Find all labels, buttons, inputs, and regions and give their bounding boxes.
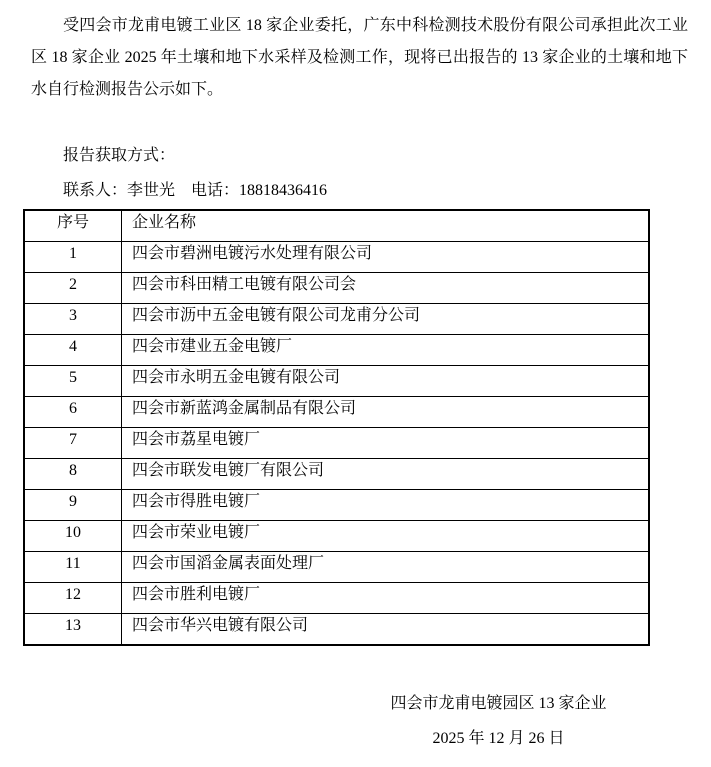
table-row <box>24 552 649 583</box>
cell-company: 四会市联发电镀厂有限公司 <box>122 459 650 490</box>
table-row <box>24 521 649 552</box>
table-row <box>24 397 649 428</box>
company-table-body <box>24 242 649 646</box>
cell-company: 四会市荣业电镀厂 <box>122 521 650 552</box>
cell-company: 四会市得胜电镀厂 <box>122 490 650 521</box>
table-row <box>24 428 649 459</box>
footer-date: 2025 年 12 月 26 日 <box>432 730 565 747</box>
cell-company: 四会市建业五金电镀厂 <box>122 335 650 366</box>
cell-serial: 11 <box>24 552 122 583</box>
table-row <box>24 459 649 490</box>
cell-company: 四会市永明五金电镀有限公司 <box>122 366 650 397</box>
table-row <box>24 273 649 304</box>
cell-company: 四会市碧洲电镀污水处理有限公司 <box>122 242 650 273</box>
table-row <box>24 366 649 397</box>
company-table-header <box>24 210 649 242</box>
table-row <box>24 583 649 614</box>
cell-company: 四会市国滔金属表面处理厂 <box>122 552 650 583</box>
cell-company: 四会市沥中五金电镀有限公司龙甫分公司 <box>122 304 650 335</box>
cell-company: 四会市荔星电镀厂 <box>122 428 650 459</box>
report-access-label: 报告获取方式： <box>63 147 176 164</box>
cell-serial: 3 <box>24 304 122 335</box>
contact-line: 联系人：李世光 电话：18818436416 <box>63 182 328 199</box>
intro-paragraph: 受四会市龙甫电镀工业区 18 家企业委托，广东中科检测技术股份有限公司承担此次工业区 18 家企业 2025 年土壤和地下水采样及检测工作，现将已出报告的 13 家企业的土壤和地下水自行检测报告公示如下。 <box>31 17 688 98</box>
table-row <box>24 490 649 521</box>
cell-company: 四会市胜利电镀厂 <box>122 583 650 614</box>
cell-serial: 6 <box>24 397 122 428</box>
cell-serial: 1 <box>24 242 122 273</box>
footer-signature: 四会市龙甫电镀园区 13 家企业 <box>390 695 607 712</box>
footer-block <box>300 694 697 749</box>
table-header-row <box>24 210 649 242</box>
cell-serial: 4 <box>24 335 122 366</box>
cell-serial: 10 <box>24 521 122 552</box>
table-row <box>24 335 649 366</box>
cell-serial: 5 <box>24 366 122 397</box>
table-row <box>24 242 649 273</box>
header-cell-serial: 序号 <box>24 210 122 242</box>
header-cell-company: 企业名称 <box>122 210 650 242</box>
cell-serial: 7 <box>24 428 122 459</box>
cell-serial: 13 <box>24 614 122 646</box>
cell-company: 四会市华兴电镀有限公司 <box>122 614 650 646</box>
cell-serial: 8 <box>24 459 122 490</box>
cell-company: 四会市新蓝鸿金属制品有限公司 <box>122 397 650 428</box>
table-row <box>24 614 649 646</box>
table-row <box>24 304 649 335</box>
cell-serial: 12 <box>24 583 122 614</box>
cell-company: 四会市科田精工电镀有限公司会 <box>122 273 650 304</box>
cell-serial: 9 <box>24 490 122 521</box>
company-table <box>23 209 650 646</box>
cell-serial: 2 <box>24 273 122 304</box>
